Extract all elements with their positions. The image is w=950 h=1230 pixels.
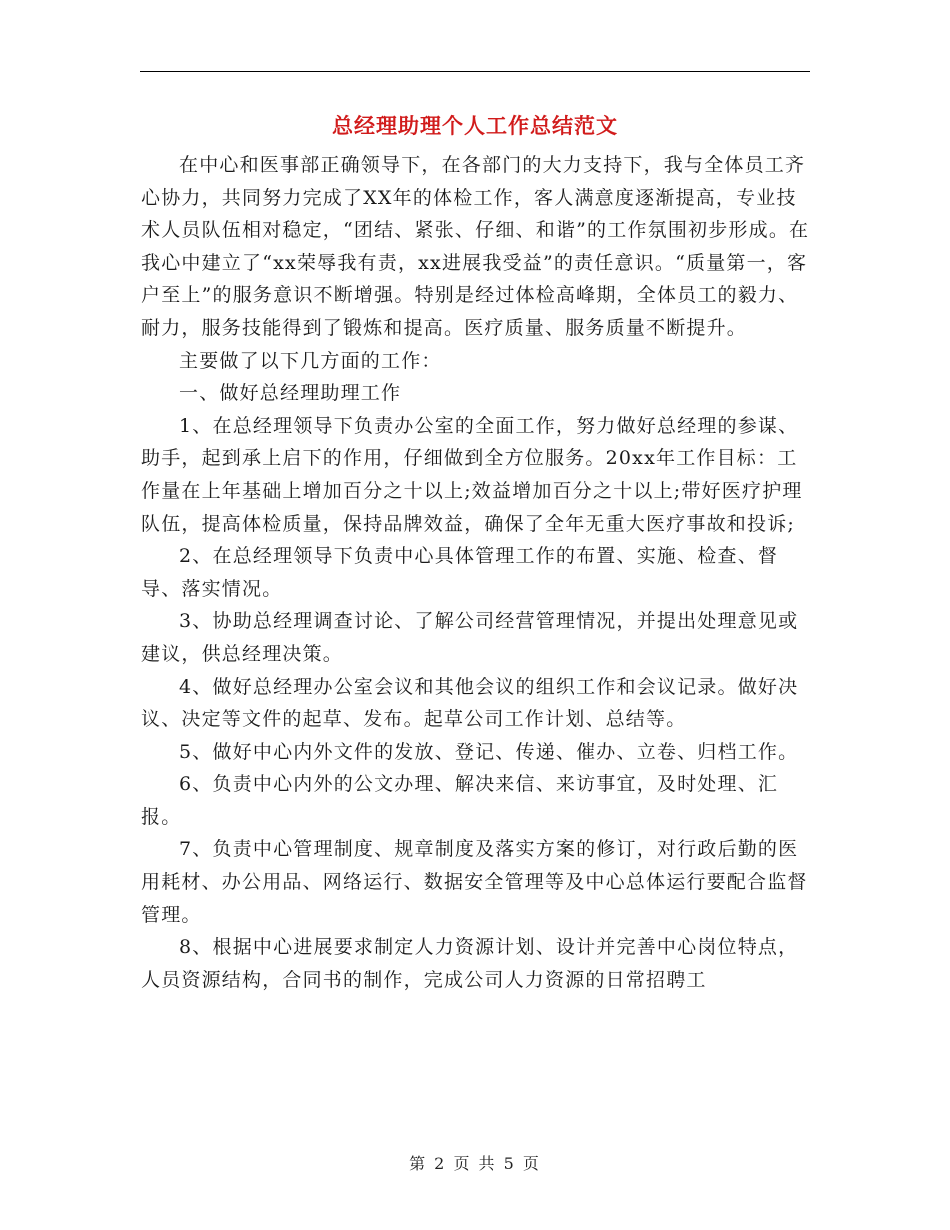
paragraph-summary-lead: 主要做了以下几方面的工作： xyxy=(179,349,442,372)
document-title: 总经理助理个人工作总结范文 xyxy=(332,114,618,138)
list-item: 1、在总经理领导下负责办公室的全面工作，努力做好总经理的参谋、助手，起到承上启下的作用，仔细做到全方位服务。20xx年工作目标：工作量在上年基础上增加百分之十以上;效益增加百分之十以上;带好医疗护理队伍，提高体检质量，保持品牌效益，确保了全年无重大医疗事故和投诉; xyxy=(141,414,803,535)
list-item: 5、做好中心内外文件的发放、登记、传递、催办、立卷、归档工作。 xyxy=(179,740,799,763)
list-item: 3、协助总经理调查讨论、了解公司经营管理情况，并提出处理意见或建议，供总经理决策。 xyxy=(141,610,799,665)
list-item: 2、在总经理领导下负责中心具体管理工作的布置、实施、检查、督导、落实情况。 xyxy=(141,545,779,600)
page-number-footer: 第 2 页 共 5 页 xyxy=(409,1154,541,1173)
paragraph-intro: 在中心和医事部正确领导下，在各部门的大力支持下，我与全体员工齐心协力，共同努力完成了XX年的体检工作，客人满意度逐渐提高，专业技术人员队伍相对稳定，“团结、紧张、仔细、和谐”的工作氛围初步形成。在我心中建立了“xx荣辱我有责，xx进展我受益”的责任意识。“质量第一，客户至上”的服务意识不断增强。特别是经过体检高峰期，全体员工的毅力、耐力，服务技能得到了锻炼和提高。医疗质量、服务质量不断提升。 xyxy=(141,154,810,339)
list-item: 8、根据中心进展要求制定人力资源计划、设计并完善中心岗位特点，人员资源结构，合同书的制作，完成公司人力资源的日常招聘工 xyxy=(141,936,799,991)
list-item: 4、做好总经理办公室会议和其他会议的组织工作和会议记录。做好决议、决定等文件的起草、发布。起草公司工作计划、总结等。 xyxy=(141,675,799,731)
list-item: 6、负责中心内外的公文办理、解决来信、来访事宜，及时处理、汇报。 xyxy=(141,773,779,828)
document-body xyxy=(141,149,813,996)
section-heading: 一、做好总经理助理工作 xyxy=(179,382,402,405)
header-rule xyxy=(140,71,810,72)
list-item: 7、负责中心管理制度、规章制度及落实方案的修订，对行政后勤的医用耗材、办公用品、网络运行、数据安全管理等及中心总体运行要配合监督管理。 xyxy=(141,838,808,926)
